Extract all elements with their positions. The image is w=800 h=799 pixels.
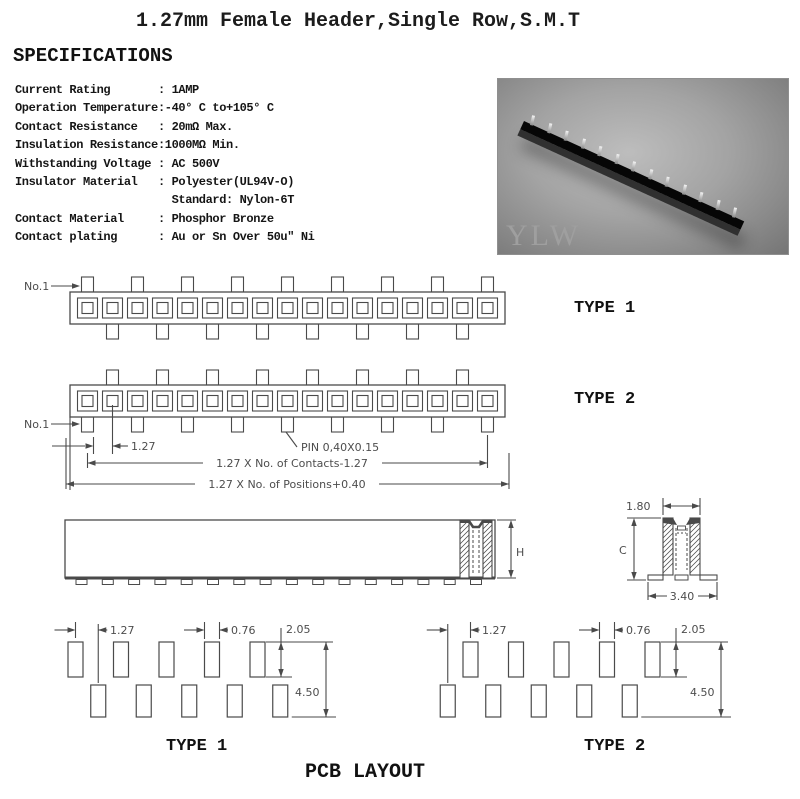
cross-section-drawing (613, 488, 798, 613)
pin-no1-label: No.1 (24, 418, 50, 431)
spec-value: : 1AMP (158, 83, 199, 97)
height-dim-label: H (516, 546, 525, 559)
spec-row (15, 173, 314, 191)
connector-pin (580, 138, 585, 148)
spec-value: :1000MΩ Min. (158, 138, 240, 153)
pitch-dim-label: 1.27 (131, 440, 156, 453)
pcb-row-span-dim-label: 4.50 (295, 686, 320, 699)
spec-label: Contact Material (15, 211, 124, 226)
pcb-type1-shapes (55, 622, 337, 717)
spec-value: : Au or Sn Over 50u" Ni (158, 230, 315, 245)
spec-value: Standard: Nylon-6T (158, 193, 295, 208)
spec-label: Insulator Material (15, 174, 138, 189)
type2-connector-drawing (20, 360, 520, 500)
connector-pin (597, 146, 602, 156)
connector-pin (715, 200, 720, 210)
spec-label: Contact Resistance (15, 119, 138, 134)
watermark: YLW (506, 219, 582, 252)
spec-label: Contact plating (15, 230, 118, 245)
spec-value: : Polyester(UL94V-O) (158, 174, 295, 189)
spec-row (15, 228, 314, 246)
spec-row (15, 118, 314, 136)
side-view-drawing (45, 505, 525, 595)
pcb-type2-label: TYPE 2 (584, 737, 646, 756)
pcb-pitch-dim-label: 1.27 (110, 624, 135, 637)
pcb-layout-type1-drawing (28, 612, 368, 727)
type1-shapes (51, 277, 505, 339)
spec-row (15, 210, 314, 228)
connector-pin (547, 123, 552, 133)
pcb-row-span-dim-label: 4.50 (690, 686, 715, 699)
spec-label: Withstanding Voltage (15, 156, 152, 171)
positions-dim-label: 1.27 X No. of Positions+0.40 (208, 478, 366, 491)
contacts-dim-label: 1.27 X No. of Contacts-1.27 (216, 457, 368, 470)
connector-pin (732, 207, 737, 217)
type2-drawing-label: TYPE 2 (574, 390, 636, 409)
pcb-layout-heading: PCB LAYOUT (304, 761, 426, 784)
pcb-type2-shapes (427, 622, 731, 717)
product-photo (497, 78, 789, 255)
connector-pin (631, 161, 636, 171)
pcb-type1-label: TYPE 1 (166, 737, 228, 756)
connector-pin (614, 154, 619, 164)
connector-pin (648, 169, 653, 179)
specifications-heading: SPECIFICATIONS (13, 45, 173, 67)
pin-size-dim-label: PIN 0,40X0.15 (301, 441, 380, 454)
pcb-pitch-dim-label: 1.27 (482, 624, 507, 637)
spec-label: Current Rating (15, 83, 111, 97)
type1-connector-drawing (20, 272, 520, 362)
spec-row (15, 191, 314, 209)
spec-row (15, 155, 314, 173)
spec-label (15, 191, 158, 209)
spec-value: : 20mΩ Max. (158, 119, 233, 134)
connector-pin (698, 192, 703, 202)
pcb-layout-type2-drawing (423, 612, 763, 727)
spec-value: : Phosphor Bronze (158, 211, 274, 226)
pcb-pad-height-dim-label: 2.05 (286, 623, 311, 636)
connector-pin (681, 184, 686, 194)
top-width-dim-label: 1.80 (626, 500, 651, 513)
connector-pin (530, 115, 535, 125)
spec-value: :-40° C to+105° C (158, 101, 274, 116)
spec-row (15, 99, 314, 117)
side-view-shapes (65, 520, 516, 585)
type1-drawing-label: TYPE 1 (574, 299, 636, 318)
pcb-pad-width-dim-label: 0.76 (231, 624, 256, 637)
specifications-list (15, 81, 314, 247)
spec-row (15, 81, 314, 99)
section-shapes (627, 498, 717, 600)
pin-no1-label: No.1 (24, 280, 50, 293)
spec-label: Operation Temperature (15, 101, 158, 116)
spec-label: Insulation Resistance (15, 138, 158, 153)
connector-pin (564, 131, 569, 141)
pcb-pad-height-dim-label: 2.05 (681, 623, 706, 636)
pcb-pad-width-dim-label: 0.76 (626, 624, 651, 637)
page-title: 1.27mm Female Header,Single Row,S.M.T (135, 10, 581, 33)
connector-pin (665, 177, 670, 187)
bottom-width-dim-label: 3.40 (669, 590, 695, 603)
type2-shapes (51, 370, 509, 490)
spec-value: : AC 500V (158, 156, 220, 171)
spec-row (15, 136, 314, 154)
c-height-dim-label: C (619, 544, 627, 557)
